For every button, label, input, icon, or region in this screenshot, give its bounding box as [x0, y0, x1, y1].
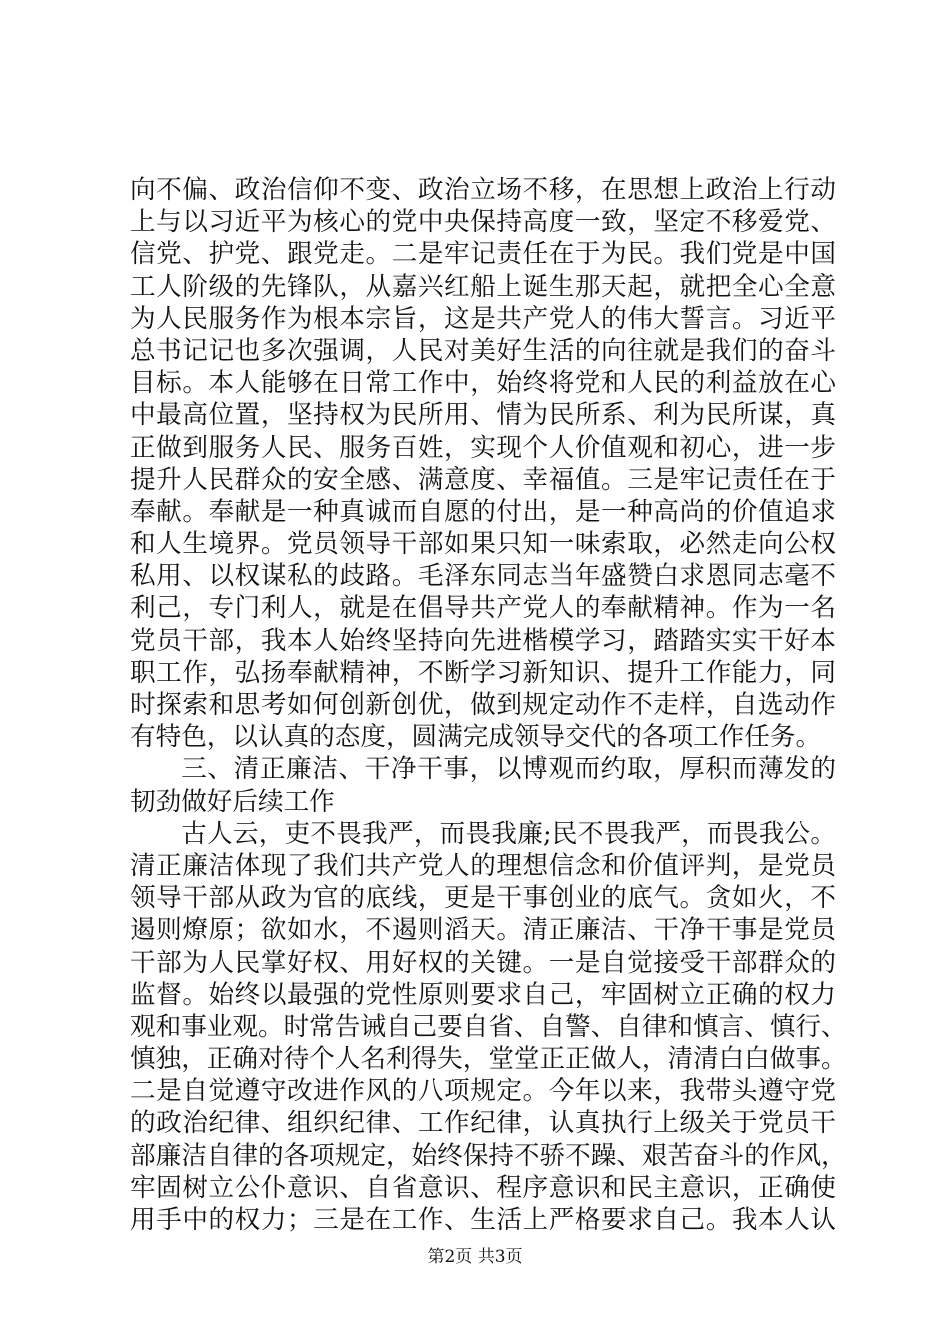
document-body	[130, 174, 847, 1236]
text-line: 观和事业观。时常告诫自己要自省、自警、自律和慎言、慎行、	[130, 1011, 847, 1042]
text-line: 职工作，弘扬奉献精神，不断学习新知识、提升工作能力，同	[130, 657, 836, 688]
text-line: 用手中的权力；三是在工作、生活上严格要求自己。我本人认	[130, 1205, 836, 1235]
text-line: 向不偏、政治信仰不变、政治立场不移，在思想上政治上行动	[130, 175, 836, 205]
text-line: 正做到服务人民、服务百姓，实现个人价值观和初心，进一步	[130, 432, 836, 463]
text-line: 干部为人民掌好权、用好权的关键。一是自觉接受干部群众的	[130, 947, 836, 978]
text-line: 总书记记也多次强调，人民对美好生活的向往就是我们的奋斗	[130, 335, 836, 366]
text-line: 遏则燎原；欲如水，不遏则滔天。清正廉洁、干净干事是党员	[130, 915, 836, 946]
text-line: 慎独，正确对待个人名利得失，堂堂正正做人，清清白白做事。	[130, 1044, 847, 1075]
text-line: 上与以习近平为核心的党中央保持高度一致，坚定不移爱党、	[130, 207, 836, 238]
text-line: 有特色，以认真的态度，圆满完成领导交代的各项工作任务。	[130, 722, 822, 753]
text-line: 部廉洁自律的各项规定，始终保持不骄不躁、艰苦奋斗的作风，	[130, 1140, 847, 1171]
text-line: 奉献。奉献是一种真诚而自愿的付出，是一种高尚的价值追求	[130, 496, 836, 527]
text-line: 提升人民群众的安全感、满意度、幸福值。三是牢记责任在于	[130, 464, 836, 495]
text-line: 监督。始终以最强的党性原则要求自己，牢固树立正确的权力	[130, 979, 836, 1010]
text-line: 工人阶级的先锋队，从嘉兴红船上诞生那天起，就把全心全意	[130, 271, 836, 302]
text-line: 中最高位置，坚持权为民所用、情为民所系、利为民所谋，真	[130, 400, 836, 431]
text-line: 信党、护党、跟党走。二是牢记责任在于为民。我们党是中国	[130, 239, 836, 270]
text-line: 领导干部从政为官的底线，更是干事创业的底气。贪如火，不	[130, 883, 836, 914]
text-line: 目标。本人能够在日常工作中，始终将党和人民的利益放在心	[130, 368, 836, 399]
text-line: 牢固树立公仆意识、自省意识、程序意识和民主意识，正确使	[130, 1172, 836, 1203]
text-line: 时探索和思考如何创新创优，做到规定动作不走样，自选动作	[130, 690, 836, 720]
text-line: 党员干部，我本人始终坚持向先进楷模学习，踏踏实实干好本	[130, 625, 836, 656]
text-line: 清正廉洁体现了我们共产党人的理想信念和价值评判，是党员	[130, 850, 836, 881]
text-line: 韧劲做好后续工作	[130, 786, 335, 817]
text-line: 私用、以权谋私的歧路。毛泽东同志当年盛赞白求恩同志毫不	[130, 561, 836, 592]
page-footer: 第2页 共3页	[427, 1247, 523, 1267]
text-line: 和人生境界。党员领导干部如果只知一味索取，必然走向公权	[130, 529, 836, 560]
text-line: 的政治纪律、组织纪律、工作纪律，认真执行上级关于党员干	[130, 1108, 836, 1139]
text-line: 三、清正廉洁、干净干事，以博观而约取，厚积而薄发的	[181, 754, 836, 785]
text-line: 利己，专门利人，就是在倡导共产党人的奉献精神。作为一名	[130, 593, 836, 624]
text-line: 二是自觉遵守改进作风的八项规定。今年以来，我带头遵守党	[130, 1076, 836, 1107]
text-line: 古人云，吏不畏我严，而畏我廉;民不畏我严，而畏我公。	[181, 818, 836, 849]
text-line: 为人民服务作为根本宗旨，这是共产党人的伟大誓言。习近平	[130, 303, 836, 334]
